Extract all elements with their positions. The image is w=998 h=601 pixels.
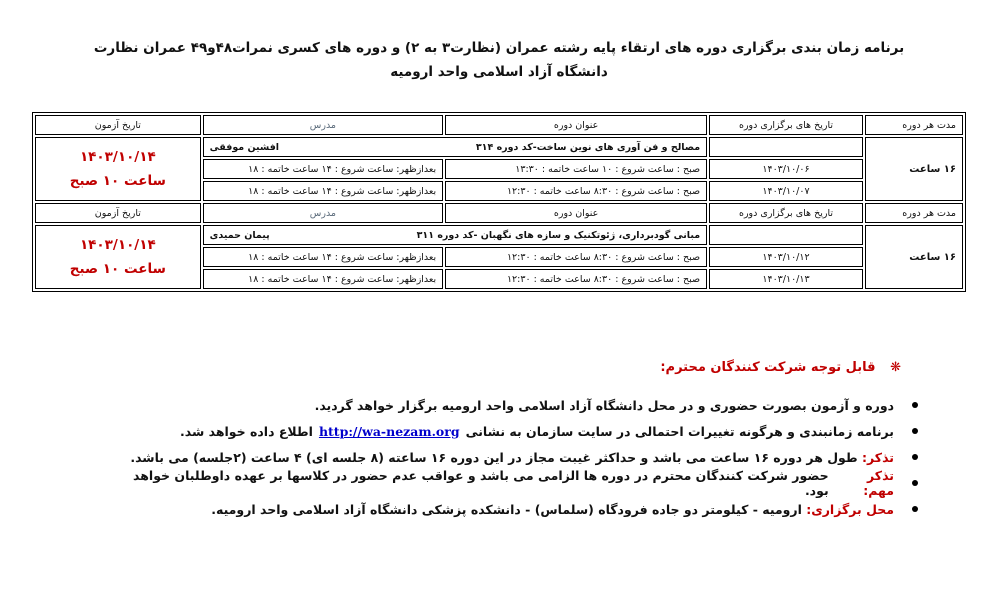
course-blank-date	[709, 225, 863, 245]
header-teacher: مدرس	[203, 115, 443, 135]
session-afternoon: بعدازظهر: ساعت شروع : ۱۴ ساعت خاتمه : ۱۸	[203, 269, 443, 289]
header-duration: مدت هر دوره	[865, 203, 963, 223]
session-afternoon: بعدازظهر: ساعت شروع : ۱۴ ساعت خاتمه : ۱۸	[203, 247, 443, 267]
asterisk-icon: ❋	[890, 360, 901, 375]
session-morning: صبح : ساعت شروع : ۸:۳۰ ساعت خاتمه : ۱۲:۳۰	[445, 247, 707, 267]
course-title: مصالح و فن آوری های نوین ساخت-کد دوره ۳۱۴	[475, 141, 701, 153]
header-exam-date: تاریخ آزمون	[35, 115, 201, 135]
session-morning: صبح : ساعت شروع : ۱۰ ساعت خاتمه : ۱۳:۳۰	[445, 159, 707, 179]
header-dates: تاریخ های برگزاری دوره	[709, 203, 863, 223]
course-info	[203, 137, 707, 157]
course-teacher: افشین موفقی	[209, 141, 280, 153]
exam-time: ساعت ۱۰ صبح	[69, 261, 166, 277]
session-date: ۱۴۰۳/۱۰/۰۶	[709, 159, 863, 179]
bullet-icon	[912, 506, 918, 512]
list-item	[118, 392, 918, 418]
note-text: برنامه زمانبندی و هرگونه تغییرات احتمالی در سایت سازمان به نشانی	[465, 423, 894, 439]
list-item	[118, 418, 918, 444]
note-text: اطلاع داده خواهد شد.	[180, 423, 313, 439]
session-morning: صبح : ساعت شروع : ۸:۳۰ ساعت خاتمه : ۱۲:۳۰	[445, 181, 707, 201]
list-item	[118, 470, 918, 496]
exam-info	[35, 225, 201, 289]
note-text: ارومیه - کیلومتر دو جاده فرودگاه (سلماس) - دانشکده پزشکی دانشگاه آزاد اسلامی واحد ارومیه.	[211, 501, 802, 517]
note-text: حضور شرکت کنندگان محترم در دوره ها الزامی می باشد و عواقب عدم حضور در کلاسها بر عهده داوطلبان خواهد بود.	[133, 468, 829, 498]
page-subtitle: دانشگاه آزاد اسلامی واحد ارومیه	[390, 64, 608, 80]
note-label: محل برگزاری:	[806, 501, 894, 517]
header-course-title: عنوان دوره	[445, 203, 707, 223]
course-teacher: پیمان حمیدی	[209, 229, 270, 241]
header-teacher: مدرس	[203, 203, 443, 223]
table-header-row	[35, 203, 963, 223]
note-text: طول هر دوره ۱۶ ساعت می باشد و حداکثر غیبت مجاز در این دوره ۱۶ ساعته (۸ جلسه ای) ۴ ساعت (۲جلسه) می باشد.	[130, 449, 858, 465]
header-course-title: عنوان دوره	[445, 115, 707, 135]
bullet-icon	[912, 480, 918, 486]
course-row	[35, 137, 963, 157]
bullet-icon	[912, 402, 918, 408]
note-text: دوره و آزمون بصورت حضوری و در محل دانشگاه آزاد اسلامی واحد ارومیه برگزار خواهد گردید.	[314, 397, 894, 413]
table-header-row	[35, 115, 963, 135]
course-duration: ۱۶ ساعت	[865, 137, 963, 201]
note-label: تذکر:	[862, 449, 894, 465]
website-link[interactable]: http://wa-nezam.org	[318, 423, 460, 439]
header-duration: مدت هر دوره	[865, 115, 963, 135]
schedule-table	[32, 112, 966, 292]
exam-info	[35, 137, 201, 201]
course-blank-date	[709, 137, 863, 157]
course-title: مبانی گودبرداری، ژئوتکنیک و سازه های نگهبان -کد دوره ۳۱۱	[416, 229, 701, 241]
bullet-icon	[912, 454, 918, 460]
session-morning: صبح : ساعت شروع : ۸:۳۰ ساعت خاتمه : ۱۲:۳۰	[445, 269, 707, 289]
session-date: ۱۴۰۳/۱۰/۱۳	[709, 269, 863, 289]
session-date: ۱۴۰۳/۱۰/۰۷	[709, 181, 863, 201]
session-afternoon: بعدازظهر: ساعت شروع : ۱۴ ساعت خاتمه : ۱۸	[203, 159, 443, 179]
note-label: تذکر مهم:	[863, 468, 894, 498]
exam-time: ساعت ۱۰ صبح	[69, 173, 166, 189]
list-item	[118, 444, 918, 470]
notes-list	[118, 392, 918, 522]
course-info	[203, 225, 707, 245]
session-afternoon: بعدازظهر: ساعت شروع : ۱۴ ساعت خاتمه : ۱۸	[203, 181, 443, 201]
header-dates: تاریخ های برگزاری دوره	[709, 115, 863, 135]
header-exam-date: تاریخ آزمون	[35, 203, 201, 223]
exam-date: ۱۴۰۳/۱۰/۱۴	[79, 237, 156, 253]
bullet-icon	[912, 428, 918, 434]
session-date: ۱۴۰۳/۱۰/۱۲	[709, 247, 863, 267]
notice-heading	[660, 360, 901, 375]
list-item	[118, 496, 918, 522]
course-row	[35, 225, 963, 245]
course-duration: ۱۶ ساعت	[865, 225, 963, 289]
page-title: برنامه زمان بندی برگزاری دوره های ارتقاء پایه رشته عمران (نظارت۳ به ۲) و دوره های کسری نمرات۴۸و۴۹ عمران نظارت	[93, 40, 905, 56]
notice-title: قابل توجه شرکت کنندگان محترم:	[660, 360, 876, 375]
exam-date: ۱۴۰۳/۱۰/۱۴	[79, 149, 156, 165]
